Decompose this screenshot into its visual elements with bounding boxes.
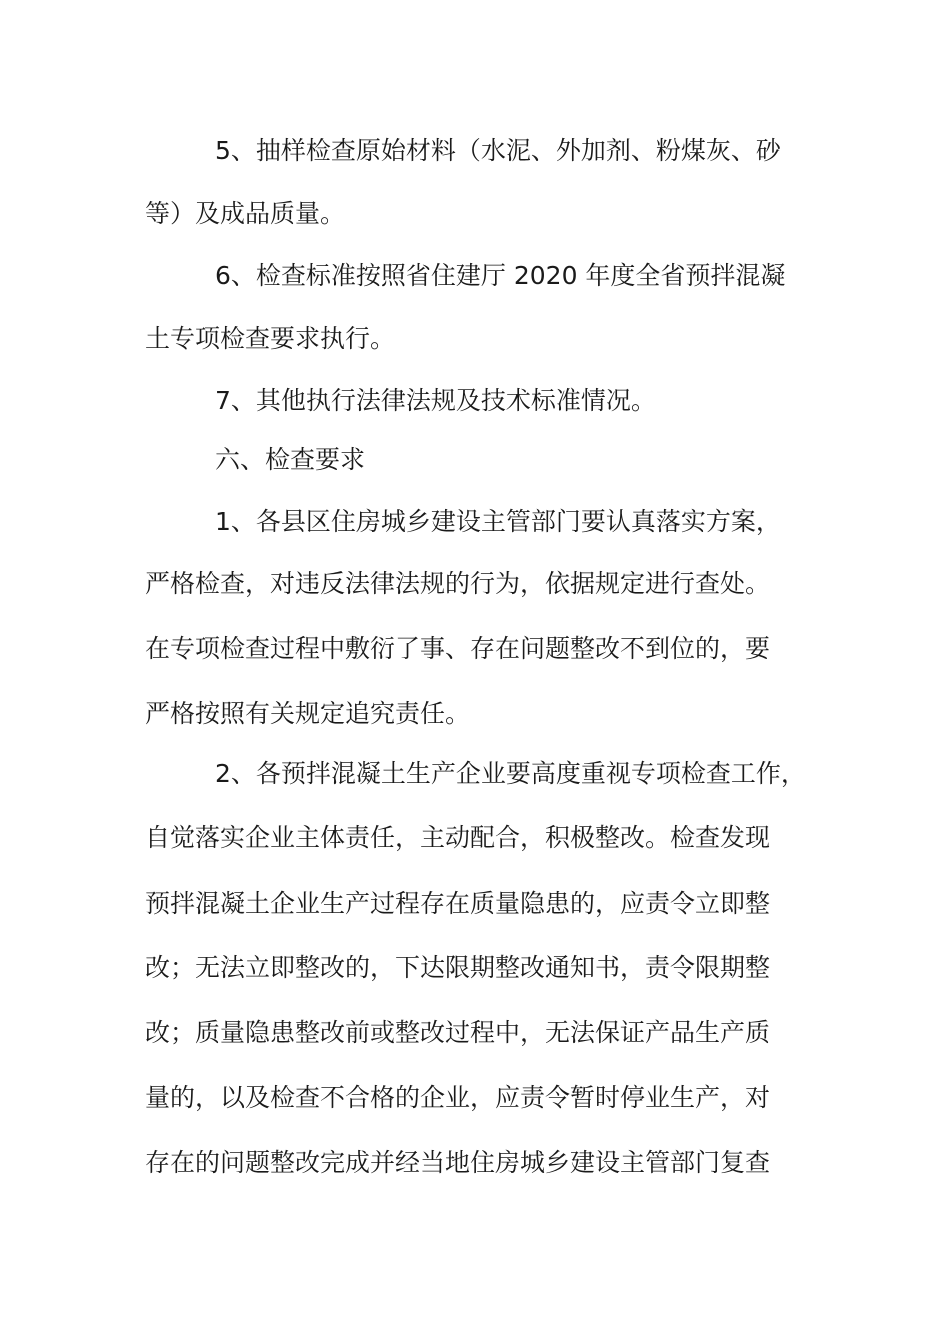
paragraph-req-1-line-4: 严格按照有关规定追究责任。 (145, 699, 471, 728)
paragraph-item-7: 7、其他执行法律法规及技术标准情况。 (215, 386, 656, 415)
paragraph-req-2-line-5: 改；质量隐患整改前或整改过程中，无法保证产品生产质 (145, 1018, 771, 1047)
paragraph-req-1-line-3: 在专项检查过程中敷衍了事、存在问题整改不到位的，要 (145, 634, 771, 663)
paragraph-req-2-line-7: 存在的问题整改完成并经当地住房城乡建设主管部门复查 (145, 1148, 771, 1177)
paragraph-item-6-line-2: 土专项检查要求执行。 (145, 324, 396, 353)
paragraph-item-5-line-2: 等）及成品质量。 (145, 199, 346, 228)
paragraph-req-2-line-4: 改；无法立即整改的，下达限期整改通知书，责令限期整 (145, 953, 771, 982)
section-heading: 六、检查要求 (215, 445, 366, 474)
paragraph-item-6-line-1: 6、检查标准按照省住建厅 2020 年度全省预拌混凝 (215, 261, 786, 290)
paragraph-req-1-line-2: 严格检查，对违反法律法规的行为，依据规定进行查处。 (145, 569, 771, 598)
paragraph-req-2-line-3: 预拌混凝土企业生产过程存在质量隐患的，应责令立即整 (145, 889, 771, 918)
paragraph-item-5-line-1: 5、抽样检查原始材料（水泥、外加剂、粉煤灰、砂 (215, 136, 781, 165)
paragraph-req-2-line-6: 量的，以及检查不合格的企业，应责令暂时停业生产，对 (145, 1083, 771, 1112)
paragraph-req-2-line-2: 自觉落实企业主体责任，主动配合，积极整改。检查发现 (145, 823, 771, 852)
paragraph-req-2-line-1: 2、各预拌混凝土生产企业要高度重视专项检查工作， (215, 759, 806, 788)
paragraph-req-1-line-1: 1、各县区住房城乡建设主管部门要认真落实方案， (215, 507, 781, 536)
